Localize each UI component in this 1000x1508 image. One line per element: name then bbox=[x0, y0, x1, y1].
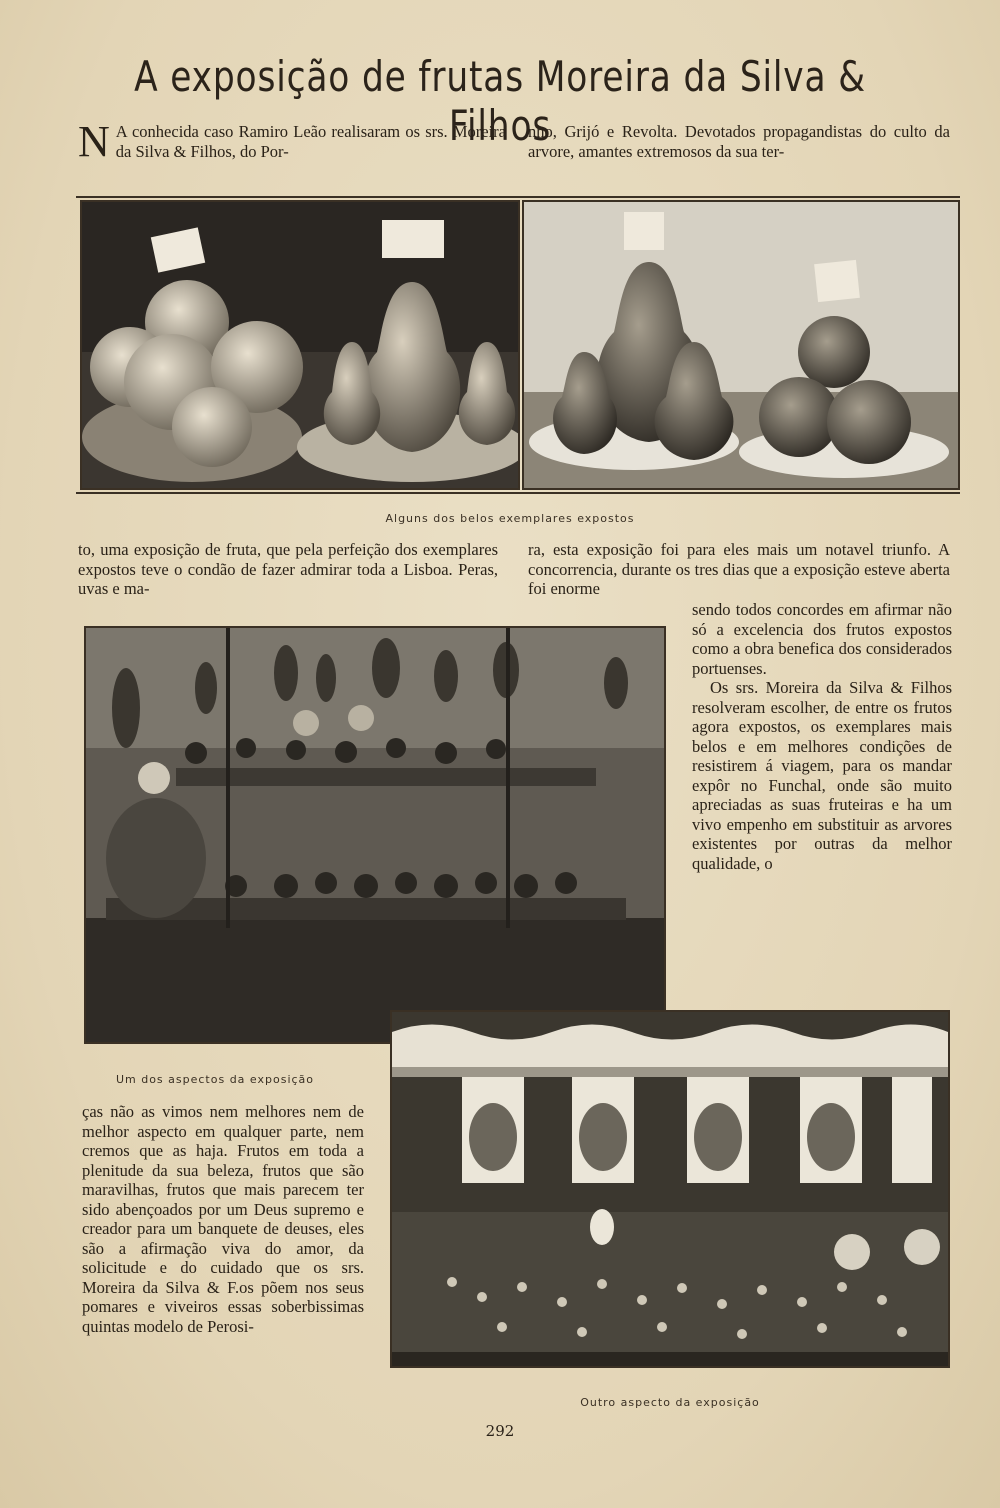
intro-left-column bbox=[78, 117, 506, 166]
top-photo-frame-top bbox=[76, 196, 960, 198]
right-column-paragraph-1: sendo todos concordes em afirmar não só a excelencia dos frutos expostos como a obra benefica dos considerados portuenses. bbox=[692, 600, 952, 678]
middle-right-text bbox=[528, 540, 950, 599]
caption-top-photos: Alguns dos belos exemplares expostos bbox=[385, 512, 635, 525]
exhibition-window-image bbox=[392, 1012, 948, 1366]
exhibition-photo-image bbox=[86, 628, 664, 1042]
photo-exhibition-aspect bbox=[84, 626, 666, 1044]
middle-left-paragraph: to, uma exposição de fruta, que pela perfeição dos exemplares expostos teve o condão de fazer admirar toda a Lisboa. Peras, uvas e ma- bbox=[78, 540, 498, 598]
right-column-text bbox=[692, 600, 952, 873]
intro-right-text: nho, Grijó e Revolta. Devotados propagandistas do culto da arvore, amantes extremosos da sua ter- bbox=[528, 122, 950, 161]
caption-bottom-photo: Outro aspecto da exposição bbox=[580, 1396, 760, 1409]
bottom-left-text bbox=[82, 1102, 364, 1336]
caption-middle-photo: Um dos aspectos da exposição bbox=[115, 1073, 315, 1086]
middle-left-text bbox=[78, 540, 498, 599]
intro-left-text: A conhecida caso Ramiro Leão realisaram os srs. Moreira da Silva & Filhos, do Por- bbox=[115, 122, 506, 161]
drop-cap: N bbox=[78, 117, 110, 166]
photo-fruit-plates-left bbox=[80, 200, 520, 490]
middle-right-paragraph: ra, esta exposição foi para eles mais um notavel triunfo. A concorrencia, durante os tres dias que a exposição esteve aberta foi enorme bbox=[528, 540, 950, 598]
fruit-photo-left-image bbox=[82, 202, 518, 488]
photo-exhibition-window bbox=[390, 1010, 950, 1368]
right-column-paragraph-2: Os srs. Moreira da Silva & Filhos resolveram escolher, de entre os frutos agora expostos, os exemplares mais belos e em melhores condições de resistirem á viagem, para os mandar expôr no Funchal, onde são muito apreciadas as suas fruteiras e ha um vivo empenho em substituir as arvores existentes por outras da melhor qualidade, o bbox=[692, 678, 952, 873]
photo-fruit-plates-right bbox=[522, 200, 960, 490]
top-photo-frame-bottom bbox=[76, 492, 960, 494]
article-title: A exposição de frutas Moreira da Silva & Filhos bbox=[134, 52, 866, 150]
bottom-left-paragraph: ças não as vimos nem melhores nem de melhor aspecto em qualquer parte, nem cremos que as haja. Frutos em toda a plenitude da sua beleza, frutos que são maravilhas, frutos que mais parecem ter sido abençoados por um Deus supremo e creador para um banquete de deuses, eles são a afirmação viva do amor, da solicitude e do cuidado que os srs. Moreira da Silva & F.os põem nos seus pomares e viveiros essas soberbissimas quintas modelo de Perosi- bbox=[82, 1102, 364, 1336]
page-number: 292 bbox=[485, 1422, 515, 1440]
intro-right-column bbox=[528, 122, 950, 161]
fruit-photo-right-image bbox=[524, 202, 958, 488]
